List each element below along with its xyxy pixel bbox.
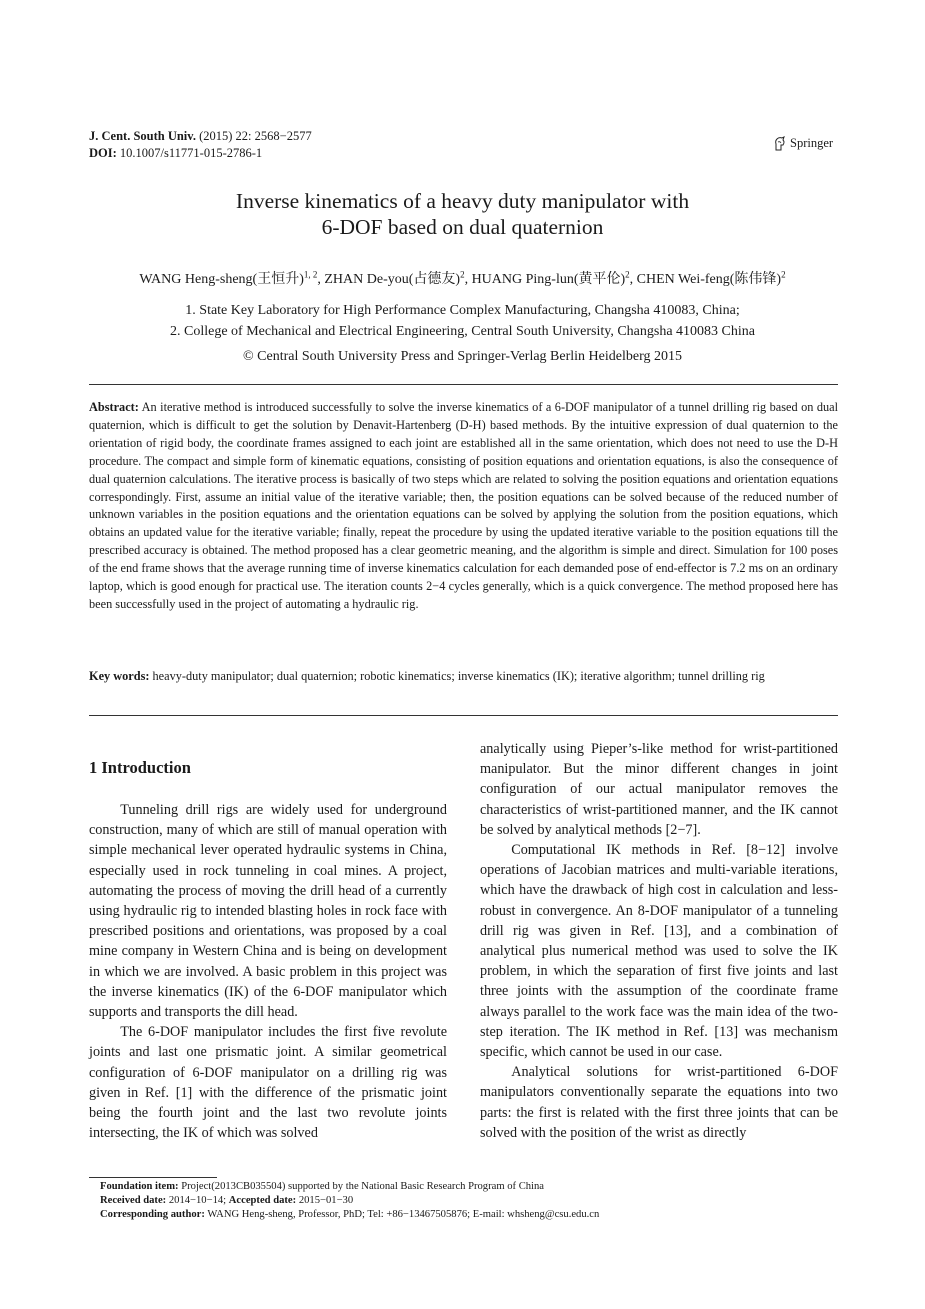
footnote-corresponding: Corresponding author: WANG Heng-sheng, Professor, PhD; Tel: +86−13467505876; E-mail: whsheng@csu.edu.cn — [100, 1209, 600, 1221]
paragraph: The 6-DOF manipulator includes the first five revolute joints and last one prismatic joint. A similar geometrical configuration of 6-DOF manipulator on a drilling rig was given in Ref. [1] with the difference of the prismatic joint being the fourth joint and the last two revolute joints intersecting, the IK of which was solved — [89, 1024, 447, 1142]
divider-bottom — [89, 715, 838, 716]
author-affiliation-mark: 2 — [781, 269, 786, 280]
doi-label: DOI: — [89, 146, 117, 160]
author: ZHAN De-you(占德友) — [324, 272, 461, 287]
paragraph: Computational IK methods in Ref. [8−12] involve operations of Jacobian matrices and multi-variable iterations, which have the drawback of high cost in calculation and less-robust in convergence. An 8-DOF manipulator of a tunneling drill rig was given in Ref. [13], and a combination of analytical plus numerical method was used to solve the IK problem, in which the separation of first five joints and last three joints with the assumption of the coordinate frame always parallel to the work face was the main idea of the two-step iteration. The IK method in Ref. [13] was mechanism specific, which cannot be used in our case. — [480, 842, 838, 1061]
paragraph: Analytical solutions for wrist-partitioned 6-DOF manipulators conventionally separate the equations into two parts: the first is related with the first three joints that can be solved with the position of the wrist as directly — [480, 1064, 838, 1141]
author: WANG Heng-sheng(王恒升) — [139, 272, 304, 287]
paragraph: Tunneling drill rigs are widely used for underground construction, many of which are still of manual operation with simple mechanical lever operated hydraulic systems in China, especially used in rock tunneling in coal mines. A project, automating the process of moving the drill head of a currently using hydraulic rig to intended blasting holes in rock face with prescribed positions and orientations, was proposed by a coal mine company in Western China and is being on development in which we are involved. A basic problem in this project was the inverse kinematics (IK) of the 6-DOF manipulator which supports and transports the dill head. — [89, 802, 447, 1021]
right-column — [480, 739, 838, 1143]
footnotes — [100, 1180, 599, 1223]
keywords-text: heavy-duty manipulator; dual quaternion; robotic kinematics; inverse kinematics (IK); iterative algorithm; tunnel drilling rig — [152, 669, 765, 683]
keywords-label: Key words: — [89, 669, 150, 683]
footnote-foundation: Foundation item: Project(2013CB035504) supported by the National Basic Research Program of China — [100, 1181, 544, 1192]
author-list: WANG Heng-sheng(王恒升)$^{1, 2}$, ZHAN De-you(占德友)$^2$, HUANG Ping-lun(黄平伦)$^2$, CHEN Wei-feng(陈伟锋)$^2$ — [139, 269, 786, 287]
left-column — [89, 800, 447, 1143]
affiliations — [0, 300, 925, 342]
author-affiliation-mark: 2 — [625, 269, 630, 280]
author-affiliation-mark: 2 — [460, 269, 465, 280]
keywords — [89, 668, 838, 686]
footnote-divider — [89, 1177, 217, 1178]
abstract — [89, 399, 838, 614]
author: HUANG Ping-lun(黄平伦) — [471, 272, 626, 287]
journal-citation: (2015) 22: 2568−2577 — [199, 129, 312, 143]
affiliation-2: 2. College of Mechanical and Electrical Engineering, Central South University, Changsha 410083 China — [170, 324, 755, 339]
paragraph-continuation: analytically using Pieper’s-like method for wrist-partitioned manipulator. But the minor different changes in joint configuration of our actual manipulator removes the characteristics of wrist-partitioned manner, and the IK cannot be solved by analytical methods [2−7]. — [480, 741, 838, 838]
publisher-logo — [773, 136, 833, 151]
author-affiliation-mark: 1, 2 — [303, 269, 318, 280]
abstract-label: Abstract: — [89, 400, 139, 414]
publisher-name: Springer — [790, 136, 834, 150]
title-line-2: 6-DOF based on dual quaternion — [321, 215, 604, 239]
journal-reference — [89, 128, 312, 162]
footnote-dates: Received date: 2014−10−14; Accepted date: 2015−01−30 — [100, 1195, 354, 1207]
title-line-1: Inverse kinematics of a heavy duty manipulator with — [235, 189, 690, 213]
doi-value[interactable]: 10.1007/s11771-015-2786-1 — [119, 146, 263, 160]
author: CHEN Wei-feng(陈伟锋) — [636, 272, 782, 287]
section-heading: 1 Introduction — [89, 758, 191, 777]
paper-title — [0, 188, 925, 240]
affiliation-1: 1. State Key Laboratory for High Performance Complex Manufacturing, Changsha 410083, China; — [185, 303, 740, 318]
divider-top — [89, 384, 838, 385]
springer-horse-icon — [773, 136, 786, 151]
copyright-notice: © Central South University Press and Springer-Verlag Berlin Heidelberg 2015 — [243, 349, 682, 364]
journal-name: J. Cent. South Univ. — [89, 129, 196, 143]
abstract-text: An iterative method is introduced successfully to solve the inverse kinematics of a 6-DOF manipulator of a tunnel drilling rig based on dual quaternion, which is difficult to get the solution by Denavit-Hartenberg (D-H) based methods. By the intuitive expression of dual quaternion to the orientation of rigid body, the coordinate frames assigned to each joint are established all in the same orientation, which does not need to use the D-H procedure. The compact and simple form of kinematic equations, consisting of position equations and orientation equations, is also the consequence of dual quaternion calculations. The iterative process is basically of two steps which are related to solving the position equations and orientation equations correspondingly. First, assume an initial value of the iterative variable; then, the position equations can be solved because of the reduced number of unknown variables in the position equations and the orientation equations can be solved by applying the solution from the position equations, which obtains an updated value for the iterative variable; finally, repeat the procedure by using the updated iterative variable to the position equations till the prescribed accuracy is obtained. The method proposed has a clear geometric meaning, and the algorithm is simple and direct. Simulation for 100 poses of the end frame shows that the average running time of inverse kinematics calculation for each demanded pose of end-effector is 7.2 ms on an ordinary laptop, which is good enough for practical use. The iteration counts 2−4 cycles generally, which is a quick convergence. The method proposed here has been successfully used in the project of automating a hydraulic rig. — [89, 400, 838, 611]
